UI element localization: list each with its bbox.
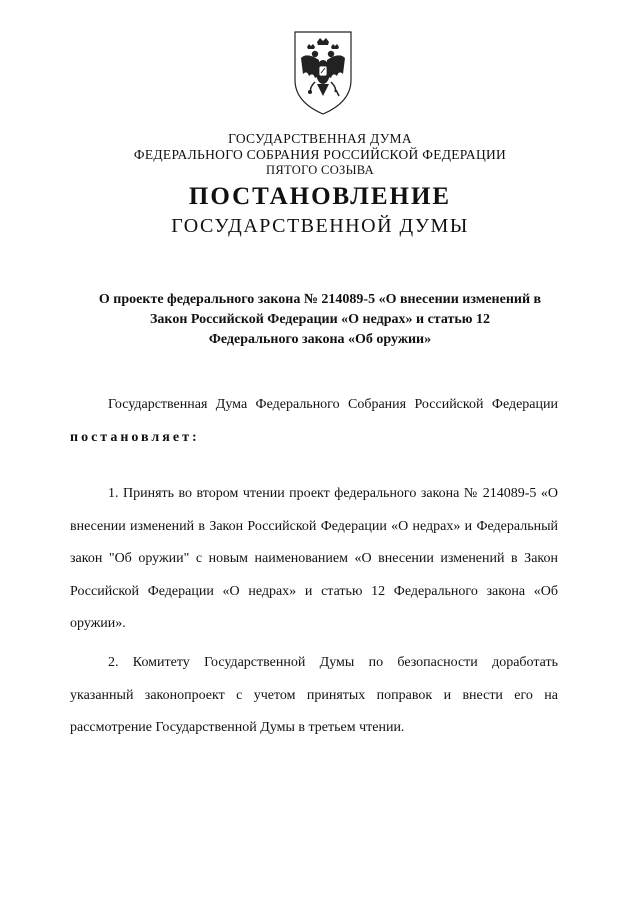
header-line-3: ПЯТОГО СОЗЫВА — [266, 163, 374, 177]
document-subtitle: ГОСУДАРСТВЕННОЙ ДУМЫ — [171, 215, 469, 237]
document-title: ПОСТАНОВЛЕНИЕ — [188, 183, 452, 210]
coat-of-arms-emblem — [293, 30, 353, 116]
resolution-item-1: 1. Принять во втором чтении проект федерального закона № 214089-5 «О внесении изменений в Закон Российской Федерации «О недрах» и Федеральный закон "Об оружии" с новым наименованием «О внесении изменений в Закон Российской Федерации «О недрах» и статью 12 Федерального закона «Об оружии». — [70, 486, 558, 631]
resolution-item-2: 2. Комитету Государственной Думы по безопасности доработать указанный законопроект с учетом принятых поправок и внести его на рассмотрение Государственной Думы в третьем чтении. — [70, 655, 558, 735]
subject-line-3: Федерального закона «Об оружии» — [208, 332, 432, 347]
intro-text: Государственная Дума Федерального Собрания Российской Федерации — [108, 397, 558, 412]
document-subject — [0, 290, 640, 350]
intro-verb: постановляет: — [70, 429, 200, 445]
subject-line-1: О проекте федерального закона № 214089-5 «О внесении изменений в — [98, 292, 542, 307]
header-line-2: ФЕДЕРАЛЬНОГО СОБРАНИЯ РОССИЙСКОЙ ФЕДЕРАЦИИ — [133, 147, 507, 162]
intro-paragraph — [70, 389, 558, 454]
subject-line-2: Закон Российской Федерации «О недрах» и статью 12 — [150, 312, 490, 327]
header-line-1: ГОСУДАРСТВЕННАЯ ДУМА — [228, 131, 412, 146]
